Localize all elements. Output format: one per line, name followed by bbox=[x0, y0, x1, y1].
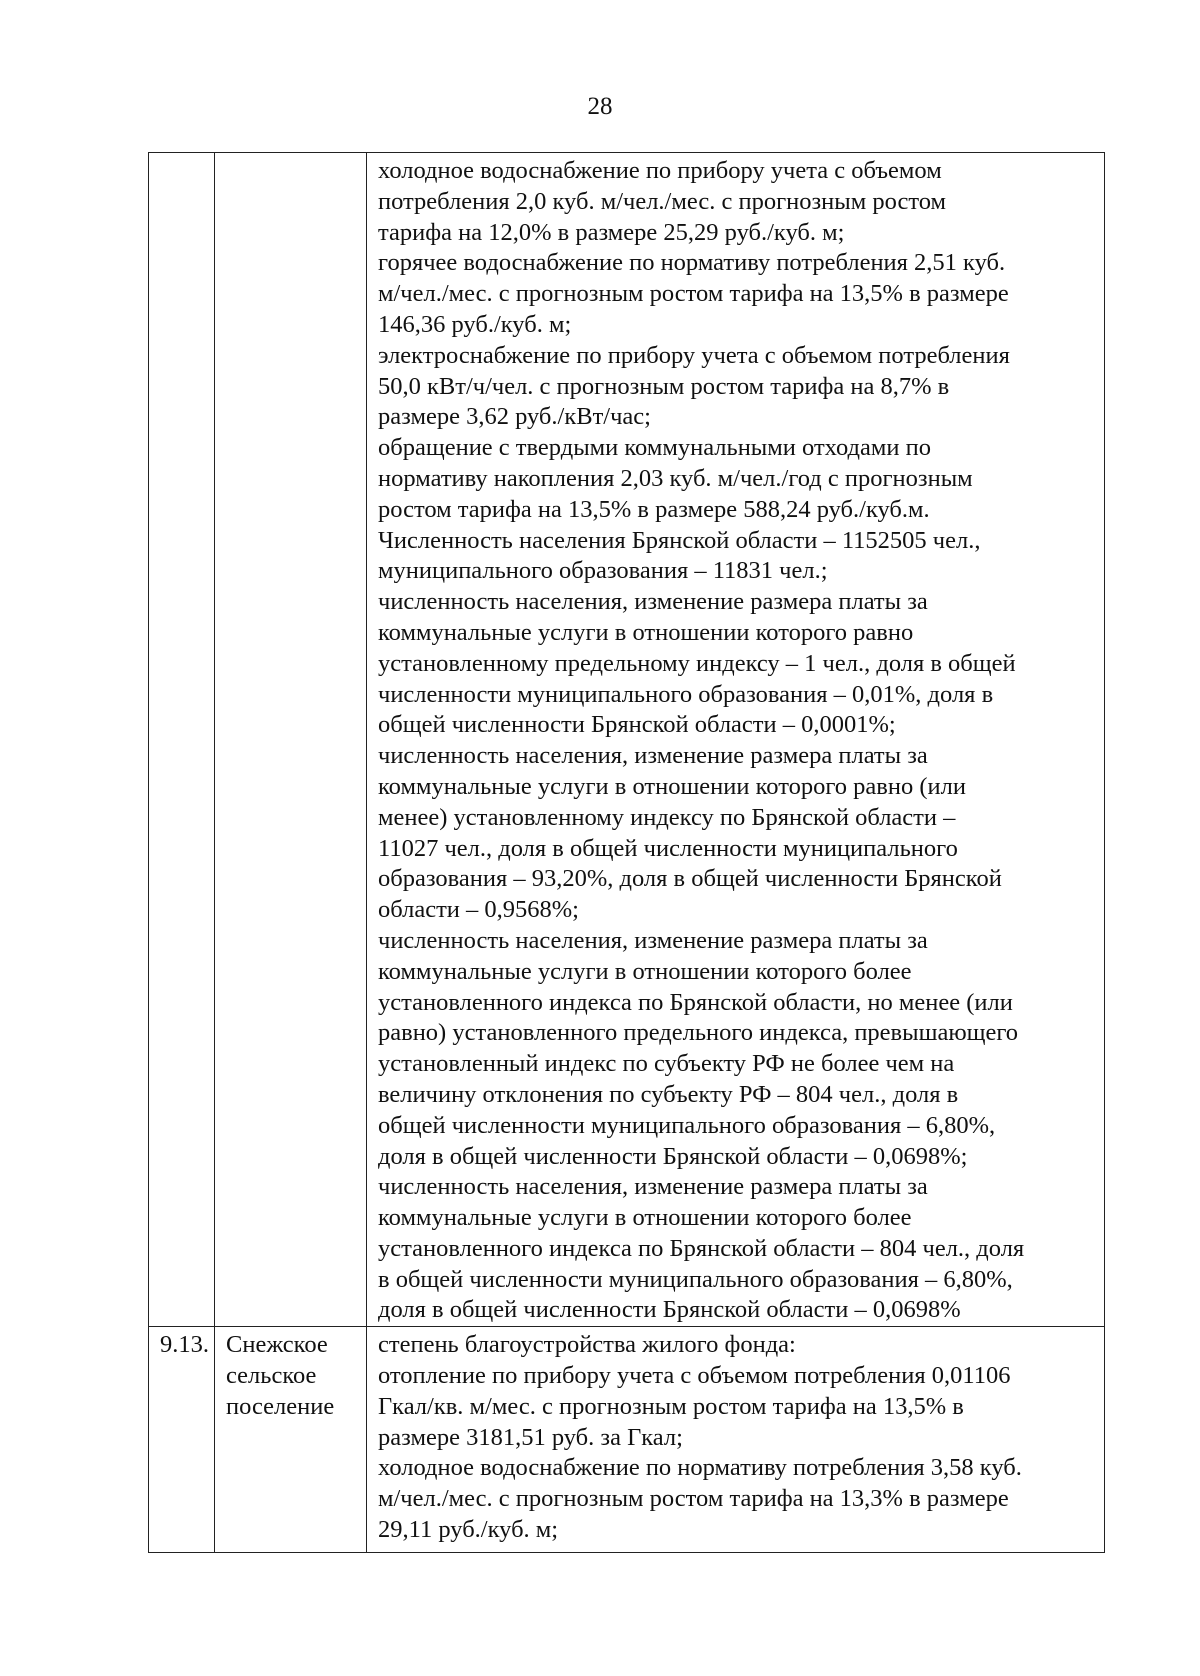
row-number-cell: 9.13. bbox=[149, 1327, 215, 1553]
text-line: Численность населения Брянской области – 1152505 чел., bbox=[378, 526, 981, 554]
text-line: численность населения, изменение размера платы за bbox=[378, 1173, 928, 1201]
text-line: установленного индекса по Брянской области – 804 чел., доля bbox=[378, 1234, 1025, 1262]
text-line: 29,11 руб./куб. м; bbox=[378, 1516, 559, 1544]
text-line: м/чел./мес. с прогнозным ростом тарифа на 13,3% в размере bbox=[378, 1485, 1009, 1513]
text-line: муниципального образования – 11831 чел.; bbox=[378, 557, 828, 585]
municipality-name-line: Снежское bbox=[226, 1331, 328, 1359]
text-line: тарифа на 12,0% в размере 25,29 руб./куб. м; bbox=[378, 218, 845, 246]
table-row bbox=[149, 153, 1105, 1327]
text-line: установленный индекс по субъекту РФ не более чем на bbox=[378, 1050, 955, 1078]
text-line: холодное водоснабжение по прибору учета с объемом bbox=[378, 157, 942, 184]
municipality-name-line: сельское bbox=[226, 1362, 317, 1390]
text-line: потребления 2,0 куб. м/чел./мес. с прогнозным ростом bbox=[378, 187, 947, 215]
description-cell bbox=[367, 1327, 1105, 1553]
text-line: численность населения, изменение размера платы за bbox=[378, 926, 928, 954]
text-line: коммунальные услуги в отношении которого более bbox=[378, 957, 912, 985]
table-row bbox=[149, 1327, 1105, 1553]
text-line: размере 3181,51 руб. за Гкал; bbox=[378, 1423, 683, 1451]
tariff-table bbox=[148, 152, 1105, 1553]
page-number: 28 bbox=[587, 93, 613, 120]
municipality-name-line: поселение bbox=[226, 1392, 335, 1420]
text-line: м/чел./мес. с прогнозным ростом тарифа на 13,5% в размере bbox=[378, 280, 1009, 308]
text-line: численности муниципального образования – 0,01%, доля в bbox=[378, 680, 994, 708]
text-line: коммунальные услуги в отношении которого равно (или bbox=[378, 772, 966, 800]
row-number-cell bbox=[149, 153, 215, 1327]
text-line: обращение с твердыми коммунальными отходами по bbox=[378, 434, 931, 462]
text-line: общей численности муниципального образования – 6,80%, bbox=[378, 1111, 996, 1139]
text-line: доля в общей численности Брянской области – 0,0698% bbox=[378, 1296, 961, 1324]
municipality-name-cell bbox=[215, 1327, 367, 1553]
text-line: Гкал/кв. м/мес. с прогнозным ростом тарифа на 13,5% в bbox=[378, 1392, 964, 1420]
text-line: в общей численности муниципального образования – 6,80%, bbox=[378, 1265, 1013, 1293]
text-line: ростом тарифа на 13,5% в размере 588,24 руб./куб.м. bbox=[378, 495, 930, 523]
text-line: области – 0,9568%; bbox=[378, 896, 579, 924]
text-line: нормативу накопления 2,03 куб. м/чел./год с прогнозным bbox=[378, 464, 973, 492]
text-line: установленному предельному индексу – 1 чел., доля в общей bbox=[378, 649, 1016, 677]
text-line: размере 3,62 руб./кВт/час; bbox=[378, 403, 651, 431]
text-line: коммунальные услуги в отношении которого равно bbox=[378, 618, 914, 646]
text-line: величину отклонения по субъекту РФ – 804 чел., доля в bbox=[378, 1080, 959, 1108]
text-line: численность населения, изменение размера платы за bbox=[378, 588, 928, 616]
text-line: 146,36 руб./куб. м; bbox=[378, 310, 572, 338]
text-line: горячее водоснабжение по нормативу потребления 2,51 куб. bbox=[378, 249, 1006, 277]
text-line: степень благоустройства жилого фонда: bbox=[378, 1331, 796, 1359]
municipality-name-cell bbox=[215, 153, 367, 1327]
text-line: установленного индекса по Брянской области, но менее (или bbox=[378, 988, 1013, 1016]
text-line: численность населения, изменение размера платы за bbox=[378, 742, 928, 770]
text-line: коммунальные услуги в отношении которого более bbox=[378, 1204, 912, 1232]
text-line: 11027 чел., доля в общей численности муниципального bbox=[378, 834, 958, 862]
text-line: равно) установленного предельного индекса, превышающего bbox=[378, 1019, 1019, 1047]
text-line: доля в общей численности Брянской области – 0,0698%; bbox=[378, 1142, 968, 1170]
text-line: 50,0 кВт/ч/чел. с прогнозным ростом тарифа на 8,7% в bbox=[378, 372, 950, 400]
text-line: менее) установленному индексу по Брянской области – bbox=[378, 803, 956, 831]
text-line: образования – 93,20%, доля в общей численности Брянской bbox=[378, 865, 1002, 893]
text-line: электроснабжение по прибору учета с объемом потребления bbox=[378, 341, 1010, 369]
description-cell bbox=[367, 153, 1105, 1327]
text-line: холодное водоснабжение по нормативу потребления 3,58 куб. bbox=[378, 1454, 1022, 1482]
text-line: общей численности Брянской области – 0,0001%; bbox=[378, 711, 896, 739]
text-line: отопление по прибору учета с объемом потребления 0,01106 bbox=[378, 1362, 1011, 1390]
